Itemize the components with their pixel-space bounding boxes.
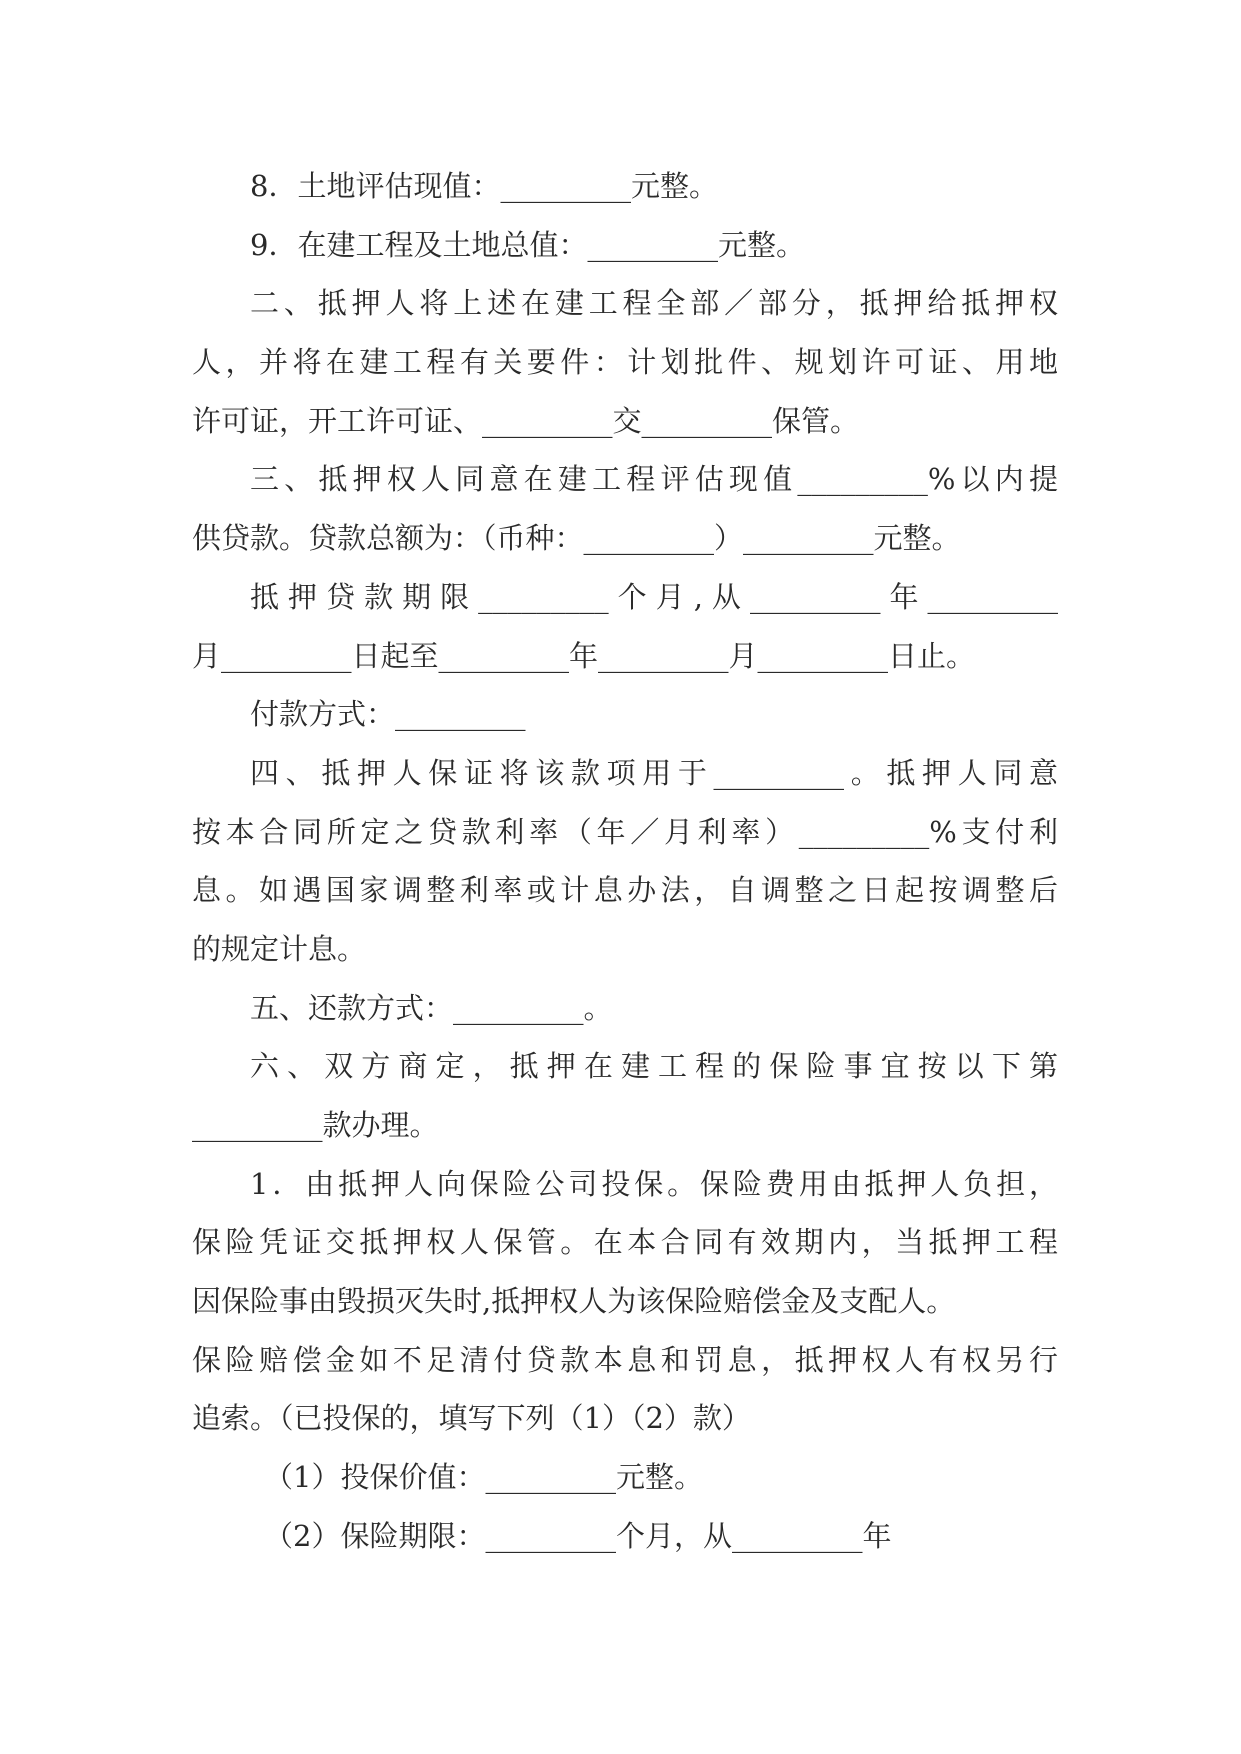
document-page [192, 157, 1058, 1566]
clause-9-total-value: 9．在建工程及土地总值：_________元整。 [250, 227, 805, 262]
article-2-line-3: 许可证，开工许可证、_________交_________保管。 [192, 403, 860, 438]
article-6-line-2: _________款办理。 [192, 1108, 439, 1142]
insurance-clause-1-line-1: 1．由抵押人向保险公司投保。保险费用由抵押人负担， [250, 1166, 1058, 1201]
article-2-line-1: 二、抵押人将上述在建工程全部／部分，抵押给抵押权 [250, 286, 1058, 321]
loan-term-line-1: 抵押贷款期限_________个月,从_________年_________ [250, 579, 1058, 614]
insured-value: （1）投保价值：_________元整。 [264, 1460, 703, 1495]
article-4-line-3: 息。如遇国家调整利率或计息办法，自调整之日起按调整后 [192, 873, 1058, 908]
insurance-period: （2）保险期限：_________个月，从_________年 [264, 1518, 892, 1553]
insurance-clause-1-line-2: 保险凭证交抵押权人保管。在本合同有效期内，当抵押工程 [192, 1225, 1058, 1260]
article-4-line-2: 按本合同所定之贷款利率（年／月利率）_________%支付利 [192, 814, 1058, 849]
clause-8-land-value: 8．土地评估现值：_________元整。 [250, 169, 718, 203]
article-2-line-2: 人，并将在建工程有关要件：计划批件、规划许可证、用地 [192, 345, 1058, 380]
article-3-line-1: 三、抵押权人同意在建工程评估现值_________%以内提 [250, 462, 1058, 497]
article-6-line-1: 六、双方商定，抵押在建工程的保险事宜按以下第 [250, 1049, 1058, 1084]
loan-term-line-2: 月_________日起至_________年_________月_________日止。 [192, 638, 976, 673]
article-5-repayment: 五、还款方式：_________。 [250, 990, 613, 1025]
article-3-line-2: 供贷款。贷款总额为：（币种：_________）_________元整。 [192, 521, 961, 556]
insurance-clause-1-line-3: 因保险事由毁损灭失时,抵押权人为该保险赔偿金及支配人。 [192, 1284, 956, 1319]
insurance-clause-1-line-4: 保险赔偿金如不足清付贷款本息和罚息，抵押权人有权另行 [192, 1342, 1058, 1377]
article-4-line-4: 的规定计息。 [192, 931, 367, 966]
insurance-clause-1-line-5: 追索。（已投保的，填写下列（1）（2）款） [192, 1401, 751, 1436]
payment-method: 付款方式：_________ [250, 697, 526, 732]
article-4-line-1: 四、抵押人保证将该款项用于_________。抵押人同意 [250, 755, 1058, 790]
